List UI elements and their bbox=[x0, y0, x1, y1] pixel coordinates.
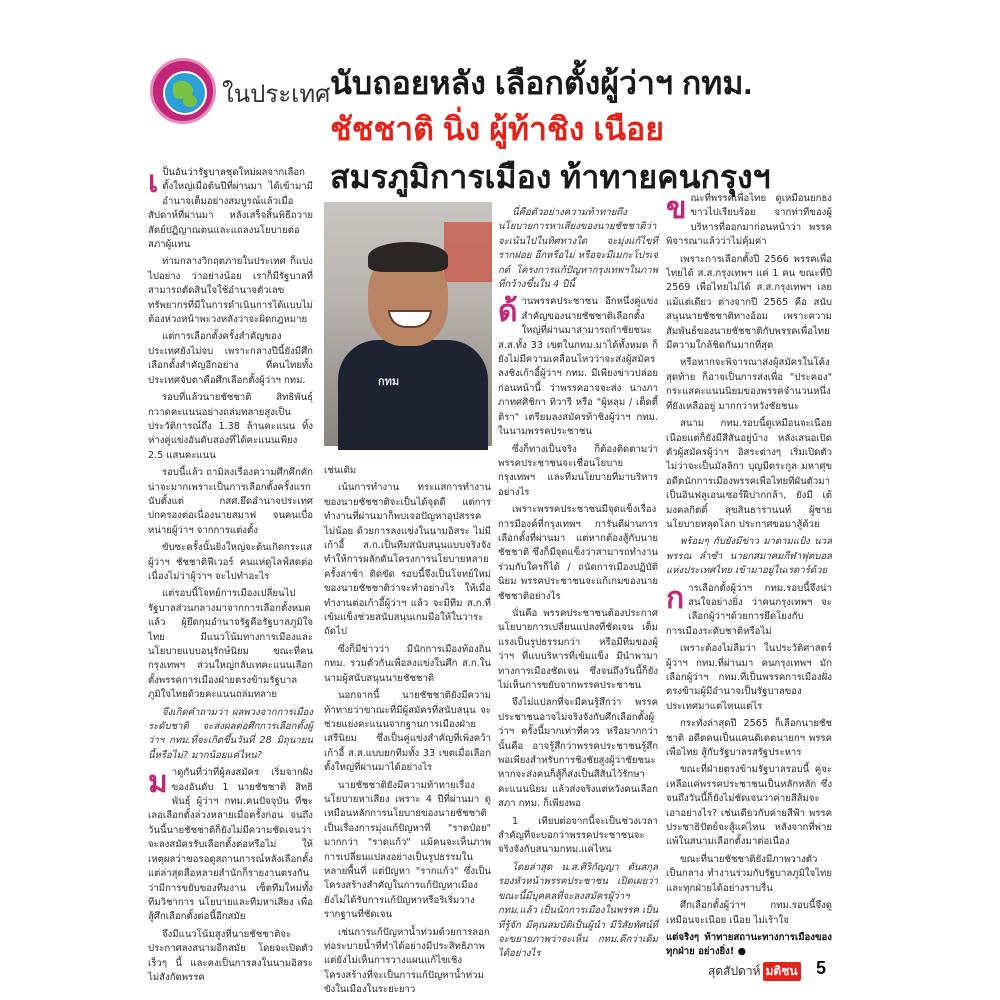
paragraph: ขณะที่นายชัชชาติยังมีภาพวางตัวเป็นกลาง ทำงานร่วมกับรัฐบาลภูมิใจไทยและทุกฝ่ายได้อย่างราบรื่น bbox=[666, 853, 832, 894]
footer-publication bbox=[708, 962, 801, 981]
paragraph: เช่นการแก้ปัญหาน้ำท่วมด้วยการลอกท่อระบายน้ำที่ทำได้อย่างมีประสิทธิภาพ แต่ยังไม่เห็นการวางแผนแก้ไขเชิงโครงสร้างที่จะเป็นการแก้ปัญหาน้ำท่วมขังในเมืองในระยะยาว bbox=[324, 926, 490, 996]
paragraph: เพราะการเลือกตั้งปี 2566 พรรคเพื่อไทยได้ ส.ส.กรุงเทพฯ แค่ 1 คน ขณะที่ปี 2569 เพื่อไทยไม่ได้ ส.ส.กรุงเทพฯ เลยแม้แต่เดียว ต่างจากปี 2565 คือ สนับสนุนนายชัชชาติทางอ้อม เพราะความสัมพันธ์ของนายชัชชาติกับพรรคเพื่อไทยมีความใกล้ชิดกันมากที่สุด bbox=[666, 253, 832, 352]
drop-cap: เ bbox=[148, 166, 159, 199]
paragraph: นั่นคือ พรรคประชาชนต้องประกาศนโยบายการเปลี่ยนแปลงที่ชัดเจน เต็มแรงเป็นรูปธรรมกว่า หรือมีทีมของผู้ว่าฯ ที่แบบริหารที่เข้มแข็ง มีนำพามาทางการเมืองชัดเจน ซึ่งจนถึงวันนี้ก็ยังไม่เห็นการขยับจากพรรคประชาชน bbox=[498, 607, 658, 691]
paragraph: จึงมีแนวโน้มสูงที่นายชัชชาติจะประกาศลงสนามอีกสมัย โดยจะเปิดตัวเร็วๆ นี้ และคงเป็นการลงในนามอิสระ ไม่สังกัดพรรค bbox=[148, 928, 313, 983]
paragraph: กระทั่งล่าสุดปี 2565 ก็เลือกนายชัชชาติ อดีตคนเป็นแคนดิเดตนายกฯ พรรคเพื่อไทย สู้กับรัฐบาลรสรัฐประหาร bbox=[666, 718, 832, 759]
headline-line-1: นับถอยหลัง เลือกตั้งผู้ว่าฯ กทม. bbox=[330, 65, 753, 101]
brand-logo: มติชน bbox=[763, 962, 801, 981]
paragraph: ขณะที่พรรคเพื่อไทย ดูเหมือนยกธงขาวไปเรียบร้อย จากท่าทีของผู้บริหารที่ออกมาก่อนหน้าว่า พรรคพิจารณาแล้วว่าไม่คุ้มค่า bbox=[666, 192, 832, 248]
paragraph: ซึ่งก็มีข่าวว่า มีนักการเมืองท้องถิ่น กทม. รวมตัวกันเพื่อลงแข่งในศึก ส.ก.ในนามผู้สนับสนุนนายชัชชาติ bbox=[324, 643, 491, 684]
paragraph: มาดูกันที่ว่าที่ผู้ลงสมัคร เริ่มจากฝั่งของอันดับ 1 นายชัชชาติ สิทธิพันธุ์ ผู้ว่าฯ กทม.คนปัจจุบัน ที่ชะเลอเลือกตั้งล่วงหลายเมื่อครั้งก่อน จนถึงวันนี้นายชัชชาติก็ยังไม่มีความชัดเจนว่าจะลงสมัครรับเลือกตั้งต่อหรือไม่ ให้เหตุผลว่าขอรอดูสถานการณ์หลังเลือกตั้ง แต่ล่าสุดสื่อหลายสำนักก็รายงานตรงกันว่ามีการขยับของทีมงาน เซ็ตทีมใหม่ทั้งทีมวิชาการ นโยบายและทีมหาเสียง เพื่อสู้ศึกเลือกตั้งต่อนี้อีกสมัย bbox=[148, 766, 313, 923]
article-column-2 bbox=[324, 464, 491, 996]
paragraph: เน้นการทำงาน ทระแสการทำงานของนายชัชชาติจะเป็นได้จุดดี แต่การทำงานที่ผ่านมาก็พบเจอปัญหาอุปสรรคไม่น้อย ด้วยการลงแข่งในนามอิสระ ไม่มีเก้าอี้ ส.ก.เป็นทีมสนับสนุนแบบจริงจัง ทำให้การผลักดันโครงการนโยบายหลายครั้งล่าช้า ติดขัด รอบนี้จึงเป็นโจทย์ใหม่ของนายชัชชาติว่าจะทำอย่างไร ให้เมื่อทำงานต่อเก้าอี้ผู้ว่าฯ แล้ว จะมีทีม ส.ก.ที่เข้มแข็งช่วยสนับสนุนเกมมือให้ในวาระถัดไป bbox=[324, 482, 491, 638]
paragraph: ด้านพรรคประชาชน อีกหนึ่งคู่แข่งสำคัญของนายชัชชาติเลือกตั้งใหญ่ที่ผ่านมาสามารถกำชัยชนะ ส.ส.ทั้ง 33 เขตในกทม.มาได้ทั้งหมด ก็ยังไม่มีความเคลื่อนไหวว่าจะส่งผู้สมัครลงชิงเก้าอี้ผู้ว่าฯ กทม. มีเพียงข่าวปล่อยก่อนหน้านี้ ว่าพรรคอาจจะส่ง นางภาภาทศศิชิกา ทิวารี หรือ "ผู้หลุม / เต็ดตี้ติรา" เตรียมลงสมัครท้าชิงผู้ว่าฯ กทม. ในนามพรรคประชาชน bbox=[498, 295, 658, 438]
drop-cap: ม bbox=[148, 766, 168, 800]
paragraph: รอบนี้แล้ว ถามิลงเรื่องความศึกคึกคักน่าจะมากเพราะเป็นการเลือกตั้งครั้งแรกนับตั้งแต่ กสศ.ยึดอำนาจประเทศ ปกครองต่อเนื่องนายสมาฟ จนคนเบื่อหน่ายผู้ว่าฯ จากการแต่งตั้ง bbox=[148, 467, 313, 536]
paragraph: ศึกเลือกตั้งผู้ว่าฯ กทม.รอบนี้จึงดูเหมือนจะเนือย เนือย ไม่เร้าใจ bbox=[666, 900, 832, 926]
headline-line-3: สมรภูมิการเมือง ท้าทายคนกรุงฯ bbox=[330, 159, 771, 195]
section-label: ในประเทศ bbox=[222, 81, 331, 108]
drop-cap: ข bbox=[666, 192, 687, 225]
paragraph: เป็นอันว่ารัฐบาลชุดใหม่ผลจากเลือกตั้งใหญ่เมื่อต้นปีที่ผ่านมา ได้เข้ามามีอำนาจเต็มอย่างสมบูรณ์แล้วเมื่อสัปดาห์ที่ผ่านมา หลังเสร็จสิ้นพิธีถวายสัตย์ปฏิญาณตนและแถลงนโยบายต่อสภาผู้แทน bbox=[148, 166, 313, 251]
drop-cap: ด้ bbox=[498, 295, 518, 329]
globe-icon bbox=[163, 71, 207, 115]
paragraph: จึงไม่แปลกที่จะมีคนรู้สึกว่า พรรคประชาชนอาจไม่จริงจังกับศึกเลือกตั้งผู้ว่าฯ ครั้งนี้มากเท่าที่ควร หรือมากกว่านั้นคือ อาจรู้สึกว่าพรรคประชาชนรู้สึกพอเพียงสำหรับการชิงชัยสูงผู้ว่าชัยชนะ หากจะส่งคนก็สู้ก็ส่งเป็นสีสันไว้รักษาคะแนนนิยม แล้วส่งจริงแต่หวังคนเลือก สภา กทม. ก็เพียงพอ bbox=[498, 697, 658, 810]
drop-cap: ก bbox=[666, 581, 685, 615]
article-column-4 bbox=[666, 192, 832, 958]
paragraph: แต่การเลือกตั้งครั้งสำคัญของประเทศยังไม่จบ เพราะกลางปีนี้ยังมีศึกเลือกตั้งสำคัญอีกอย่าง ที่คนไทยทั้งประเทศจับตาคือศึกเลือกตั้งผู้ว่าฯ กทม. bbox=[148, 331, 313, 386]
closing-line: แต่จริงๆ ท้าทายสถานะทางการเมืองของทุกฝ่าย อย่างยิ่ง! ● bbox=[666, 931, 832, 958]
paragraph: เพราะต้องไม่ลืมว่า ในประวัติศาสตร์ผู้ว่าฯ กทม.ที่ผ่านมา คนกรุงเทพฯ มักเลือกผู้ว่าฯ กทม.ที่เป็นพรรคการเมืองฝั่งตรงข้ามผู้มีอำนาจเป็นรัฐบาลของประเทศมาแต่ไหนแต่ไร bbox=[666, 643, 832, 712]
paragraph: นอกจากนี้ นายชัชชาติยังมีความท้าทายว่าขาณะที่มีผู้สมัครที่สนับสนุน จะช่วยแย่งคะแนนจากฐานการเมืองฝ่ายเสรีนิยม ซึ่งเป็นคู่แข่งสำคัญที่เพิ่งคว้าเก้าอี้ ส.ส.แบบยกทีมทั้ง 33 เขตเมื่อเลือกตั้งใหญ่ที่ผ่านมาได้อย่างไร bbox=[324, 690, 491, 774]
paragraph: หรือหากจะพิจารณาส่งผู้สมัครในโค้งสุดท้าย ก็อาจเป็นการส่งเพื่อ "ประคอง" กระแสคะแนนนิยมของพรรคจำนวนหนึ่งที่ยังเหลืออยู่ มากกว่าหวังชัยชนะ bbox=[666, 357, 832, 412]
article-photo bbox=[324, 202, 492, 446]
paragraph: ขับซะครั้งนั้นยิ่งใหญ่จะต้นเกิดกระแสผู้ว่าฯ ชัชชาติฟีเวอร์ คนแห่ดูไลฟ์สดต่อเนื่องไม่ว่าผู้ว่าฯ จะไปทำอะไร bbox=[148, 542, 313, 582]
paragraph: รอบที่แล้วนายชัชชาติ สิทธิพันธุ์ กวาดคะแนนอย่างถล่มทลายสูงเป็นประวัติการณ์ถึง 1.38 ล้านคะแนน ทิ้งห่างคู่แข่งอันดับสองที่ได้คะแนนเพียง 2.5 แสนคะแนน bbox=[148, 392, 313, 461]
page-number: 5 bbox=[816, 958, 827, 978]
paragraph: ขณะที่ฝ่ายตรงข้ามรัฐบาลรอบนี้ คู่จะเหลือแค่พรรคประชาชนเป็นหลักหลัก ซึ่งจนถึงวันนี้ก็ยังไม่ชัดเจนว่าค่ายสีส้มจะเอาอย่างไร? เช่นเดียวกับค่ายสีฟ้า พรรคประชาธิปัตย์จะสู้แค่ไหน หลังจากที่พ่ายแพ้ในสนามเลือกตั้งมาต่อเนื่อง bbox=[666, 764, 832, 848]
paragraph: การเลือกตั้งผู้ว่าฯ กทม.รอบนี้จึงน่าสนใจอย่างยิ่ง ว่าคนกรุงเทพฯ จะเลือกผู้ว่าฯด้วยการยึดโยงกับการเมืองระดับชาติหรือไม่ bbox=[666, 581, 832, 637]
paragraph: 1 เทียบต่อจากนี้จะเป็นช่วงเวลาสำคัญที่จะบอกว่าพรรคประชาชนจะจริงจังกับสนามกทม.แค่ไหน bbox=[498, 815, 658, 856]
photo-body bbox=[338, 340, 488, 450]
footer-text: สุดสัปดาห์ bbox=[708, 964, 761, 978]
globe-badge-icon bbox=[150, 58, 216, 124]
paragraph: ท่ามกลางวิกฤตภายในประเทศ ก็แบ่งไปอย่าง ว่าอย่างน้อย เราก็มีรัฐบาลที่สามารถตัดสินใจใช้อำนาจตัวเลขทรัพยากรที่มีในการดำเนินการได้แบบไม่ต้องห่วงหน้าพะวงหลังว่าจะผิดกฎหมาย bbox=[148, 256, 313, 326]
article-column-1 bbox=[148, 166, 313, 983]
paragraph: เพราะพรรคประชาชนมีจุดแข็งเรื่องการมีองค์ที่กรุงเทพฯ การันตีผ่านการเลือกตั้งที่ผ่านมา แต่หากต้องสู้กับนายชัชชาติ ซึ่งก็มีจุดแข็งว่าสามารถทำงานร่วมกับใครก็ได้ / ถนัดการเมืองปฏิบัตินิยม พรรคประชาชนจะแก้เกมของนายชัชชาติอย่างไร bbox=[498, 504, 658, 602]
paragraph: ซึ่งก็ทางเป็นจริง ก็ต้องติดตามว่าพรรคประชาชนจะเชื่อนโยบายกรุงเทพฯ และทีมนโยบายที่มาบริหารอย่างไร bbox=[498, 443, 658, 498]
italic-paragraph: จึงเกิดคำถามว่า ผลพวงจากการเมืองระดับชาติ จะส่งผลต่อศึกการเลือกตั้งผู้ว่าฯ กทม.ที่จะเกิดขึ้นวันที่ 28 มิถุนายนนี้หรือไม่? มากน้อยแค่ไหน? bbox=[148, 706, 313, 761]
italic-paragraph: พร้อมๆ กับยังมีข่าว มาดามแป้ง นวลพรรณ ล่ำซำ นายกสมาคมกีฬาฟุตบอลแห่งประเทศไทย เข้ามาอยู่ในเรดาร์ด้วย bbox=[666, 536, 832, 577]
paragraph: แต่รอบนี้โจทย์การเมืองเปลี่ยนไป รัฐบาลส่วนกลางมาจากการเลือกตั้งหมดแล้ว ผู้ยึดกุมอำนาจรัฐคือรัฐบาลภูมิใจไทย มีแนวโน้มทางการเมืองและนโยบายแบบอนุรักษ์นิยม ขณะที่คนกรุงเทพฯ ส่วนใหญ่กลับเทคะแนนเลือกตั้งพรรคการเมืองฝ่ายตรงข้ามรัฐบาลภูมิใจไทยด้วยคะแนนถล่มทลาย bbox=[148, 588, 313, 701]
italic-paragraph: นี่คือตัวอย่างความท้าทายถึงนโยบายการหาเสียงของนายชัชชาติว่าจะเน้นไปในทิศทางใด จะมุ่งแก้ไขที่รากฝอย อีกหรือไม่ หรือจะมีเมกะโปรเจกต์ โครงการแก้ปัญหากรุงเทพฯในภาพที่กว้างขึ้นใน 4 ปีนี้ bbox=[498, 207, 658, 291]
italic-paragraph: โดยล่าสุด น.ส.ศิริกัญญา ตันสกุล รองหัวหน้าพรรคประชาชน เปิดเผยว่า ขณะนี้มีบุคคลที่จะลงสมัครผู้ว่าฯ กทม.แล้ว เป็นนักการเมืองในพรรค เป็นที่รู้จัก มีคุณสมบัติเป็นผู้นำ มีวิสัยทัศน์ที่จะขยายภาพว่าจะเห็น กทม.ดีกว่าเดิมได้อย่างไร bbox=[498, 861, 658, 960]
shirt-text: กทม bbox=[378, 375, 400, 388]
paragraph: เช่นเดิม bbox=[324, 465, 357, 476]
paragraph: สนาม กทม.รอบนี้ดูเหมือนจะเนือย เนือยแต่ก็ยังมีสีสันอยู่บ้าง หลังเสนอเปิดตัวผู้สมัครผู้ว่าฯ อิสระต่างๆ เริ่มเปิดตัว ไม่ว่าจะเป็นมัลลิกา บุญมีตระกูล มหาศุข อดีตนักการเมืองพรรคเพื่อไทยที่ผันตัวมาเป็นอินฟลูเอนเซอร์ฝีปากกล้า, ยังมี เต้ มงคลกิตติ์ สุขสินธารานนท์ ผู้ชายนโยบายหลุดโลก ประกาศขอมาสู้ด้วย bbox=[666, 418, 832, 530]
article-column-3 bbox=[498, 206, 658, 960]
paragraph: นายชัชชาติยังมีความท้าทายเรื่องนโยบายหาเสียง เพราะ 4 ปีที่ผ่านมา ดูเหมือนหลักการนโยบายของนายชัชชาติเป็นเรื่องการมุ่งแก้ปัญหาที่ "ราดป๋อย" มากกว่า "ราดแก้ว" แม้คนจะเห็นภาพการเปลี่ยนแปลงอย่างเป็นรูปธรรมในหลายพื้นที่ แต่ปัญหา "รากแก้ว" ซึ่งเป็นโครงสร้างสำคัญในการแก้ปัญหาเมือง ยังไม่ได้รับการแก้ปัญหาหรือริเริ่มวางรากฐานที่ชัดเจน bbox=[324, 779, 491, 921]
headline-line-2: ชัชชาติ นิ่ง ผู้ท้าชิง เนือย bbox=[330, 111, 665, 147]
